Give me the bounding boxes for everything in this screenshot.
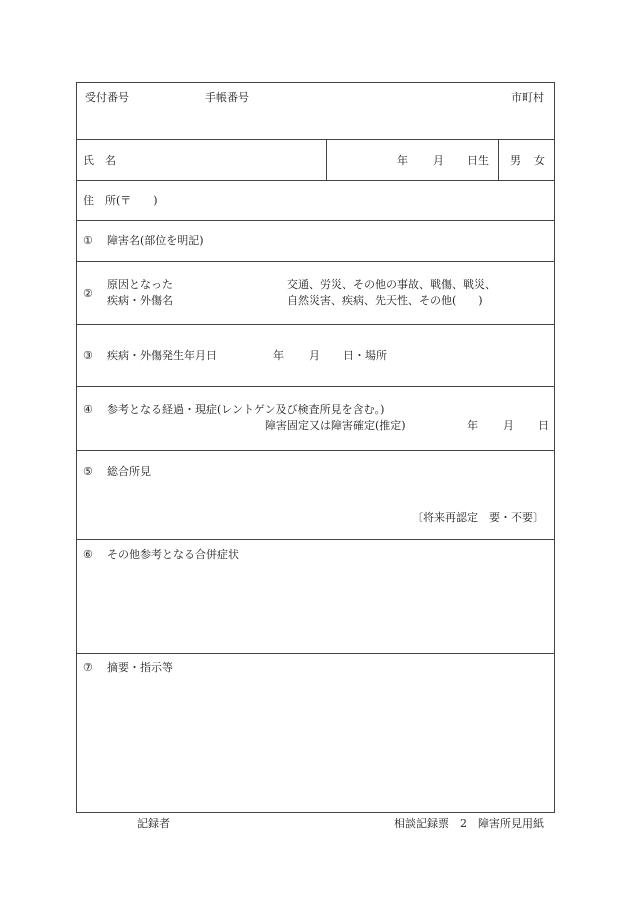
divider-birth-sex: [498, 140, 499, 180]
overall-findings-label: 総合所見: [107, 465, 151, 478]
fixed-year-label: 年: [467, 419, 478, 432]
item-number-1: ①: [83, 234, 93, 247]
complications-label: その他参考となる合併症状: [107, 548, 239, 561]
row-complications: [77, 540, 554, 654]
row-name: [77, 140, 554, 181]
birth-day-label: 日生: [467, 154, 489, 167]
onset-month-label: 月: [309, 349, 320, 362]
item-number-6: ⑥: [83, 548, 93, 561]
cause-label-line1: 原因となった: [107, 278, 173, 291]
cause-options-line1: 交通、労災、その他の事故、戦傷、戦災、: [287, 278, 496, 291]
item-number-3: ③: [83, 349, 93, 362]
item-number-4: ④: [83, 403, 93, 416]
municipality-label: 市町村: [511, 91, 544, 104]
birth-month-label: 月: [433, 154, 444, 167]
disability-findings-form: [76, 82, 555, 813]
name-label: 氏 名: [83, 154, 116, 167]
sex-male-label: 男: [510, 154, 521, 167]
recertification-label: 〔将来再認定 要・不要〕: [412, 511, 544, 524]
onset-date-label: 疾病・外傷発生年月日: [107, 349, 217, 362]
item-number-5: ⑤: [83, 465, 93, 478]
progress-label: 参考となる経過・現症(レントゲン及び検査所見を含む。): [107, 403, 385, 416]
sex-female-label: 女: [534, 154, 545, 167]
cause-label-line2: 疾病・外傷名: [107, 294, 173, 307]
birth-year-label: 年: [397, 154, 408, 167]
divider-name-birth: [326, 140, 327, 180]
address-label: 住 所(〒 ): [83, 194, 158, 207]
row-overall-findings: [77, 451, 554, 540]
row-summary-instructions: [77, 654, 554, 812]
fixed-month-label: 月: [503, 419, 514, 432]
item-number-7: ⑦: [83, 661, 93, 674]
row-numbers: [77, 83, 554, 140]
disability-name-label: 障害名(部位を明記): [107, 234, 204, 247]
recorder-label: 記録者: [137, 817, 170, 830]
fixed-day-label: 日: [538, 419, 549, 432]
item-number-2: ②: [83, 287, 93, 300]
row-progress: [77, 387, 554, 451]
onset-day-place-label: 日・場所: [343, 349, 387, 362]
reception-number-label: 受付番号: [85, 91, 129, 104]
onset-year-label: 年: [273, 349, 284, 362]
form-name-label: 相談記録票 2 障害所見用紙: [394, 817, 544, 830]
row-disability-name: [77, 221, 554, 262]
row-cause: [77, 262, 554, 325]
row-onset-date: [77, 325, 554, 387]
cause-options-line2: 自然災害、疾病、先天性、その他( ): [287, 294, 483, 307]
summary-instructions-label: 摘要・指示等: [107, 661, 173, 674]
row-address: [77, 181, 554, 221]
handbook-number-label: 手帳番号: [205, 91, 249, 104]
fixed-date-label: 障害固定又は障害確定(推定): [265, 419, 406, 432]
